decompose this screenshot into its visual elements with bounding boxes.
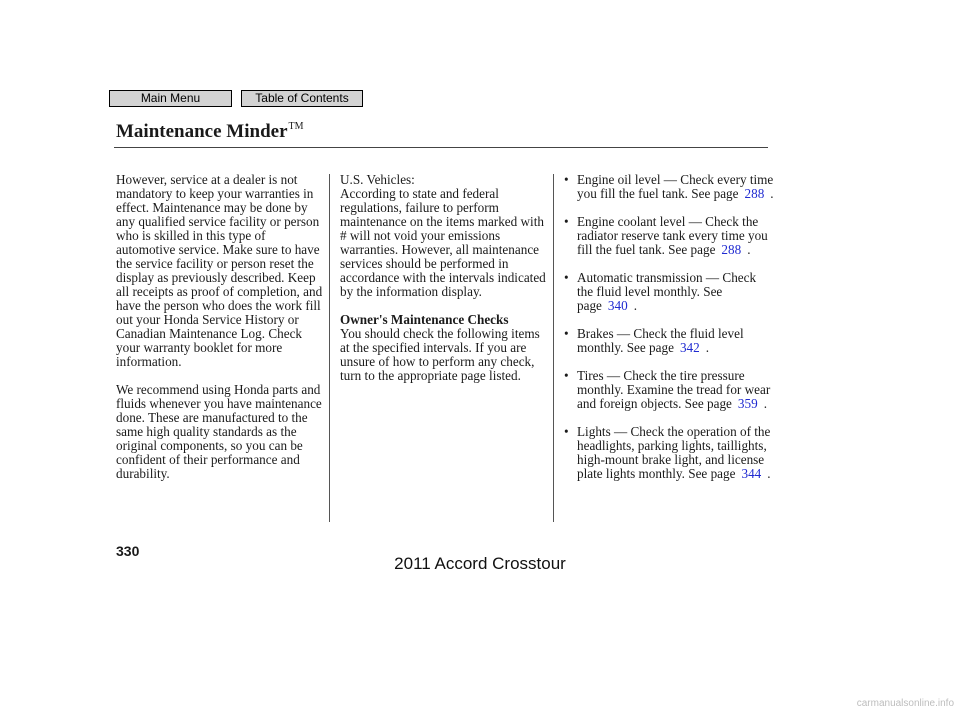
column-2 [340, 173, 550, 383]
main-menu-button[interactable]: Main Menu [109, 90, 232, 107]
page-title [116, 121, 304, 143]
column-1 [116, 173, 328, 481]
page-link[interactable]: 359 [737, 396, 758, 411]
page-link[interactable]: 342 [679, 340, 700, 355]
page-link[interactable]: 344 [741, 466, 762, 481]
column-divider-2 [553, 174, 554, 522]
list-item: • Lights — Check the operation of the headlights, parking lights, taillights, high-mount brake light, and license plate lights monthly. See page 344 . [564, 425, 774, 481]
list-item: • Engine oil level — Check every time you fill the fuel tank. See page 288 . [564, 173, 774, 201]
list-item: • Tires — Check the tire pressure monthly. Examine the tread for wear and foreign objects. See page 359 . [564, 369, 774, 411]
emissions-paragraph [340, 187, 550, 299]
service-dealer-paragraph: However, service at a dealer is not mandatory to keep your warranties in effect. Maintenance may be done by any qualified service facility or person who is skilled in this type of automotive service. Make sure to have the service facility or person reset the display as previously described. Keep all receipts as proof of completion, and have the person who does the work fill out your Honda Service History or Canadian Maintenance Log. Check your warranty booklet for more information. [116, 172, 323, 369]
owners-checks-paragraph: You should check the following items at the specified intervals. If you are unsure of how to perform any check, turn to the appropriate page listed. [340, 326, 540, 383]
emissions-text-a: According to state and federal regulations, failure to perform maintenance on the items marked with [340, 186, 544, 229]
emissions-text-b: will not void your emissions warranties. However, all maintenance services should be performed in accordance with the intervals indicated by the information display. [340, 228, 546, 299]
model-footer: 2011 Accord Crosstour [394, 554, 566, 573]
owners-checks-heading: Owner's Maintenance Checks [340, 312, 509, 327]
column-3 [564, 173, 774, 495]
page-link[interactable]: 288 [721, 242, 742, 257]
trademark-mark: TM [288, 121, 304, 132]
list-item: • Engine coolant level — Check the radiator reserve tank every time you fill the fuel tank. See page 288 . [564, 215, 774, 257]
honda-parts-paragraph: We recommend using Honda parts and fluids whenever you have maintenance done. These are manufactured to the same high quality standards as the original components, so you can be confident of their performance and durability. [116, 382, 322, 481]
page-link[interactable]: 288 [744, 186, 765, 201]
page-link[interactable]: 340 [607, 298, 628, 313]
header-rule [114, 147, 768, 148]
hash-symbol: # [340, 228, 347, 243]
page-title-text: Maintenance Minder [116, 121, 288, 142]
page-number: 330 [116, 543, 140, 559]
list-item: • Automatic transmission — Check the fluid level monthly. See page 340 . [564, 271, 774, 313]
table-of-contents-button[interactable]: Table of Contents [241, 90, 363, 107]
watermark-text: carmanualsonline.info [856, 698, 954, 709]
us-vehicles-label: U.S. Vehicles: [340, 172, 415, 187]
list-item: • Brakes — Check the fluid level monthly. See page 342 . [564, 327, 774, 355]
column-divider-1 [329, 174, 330, 522]
